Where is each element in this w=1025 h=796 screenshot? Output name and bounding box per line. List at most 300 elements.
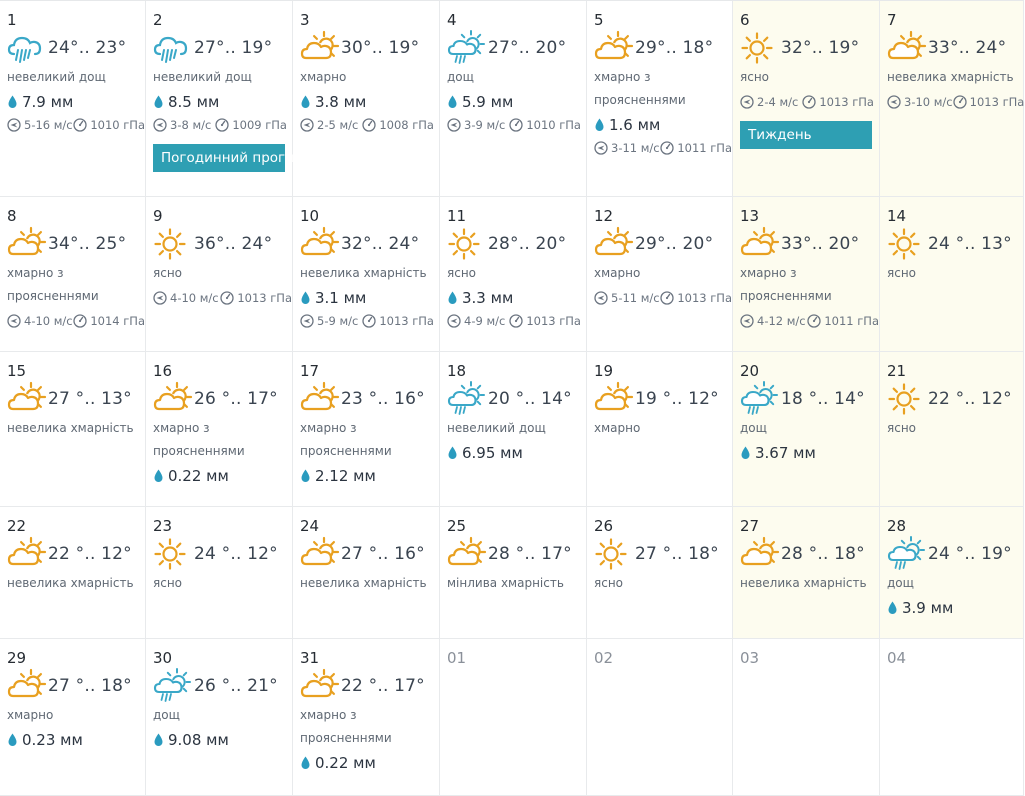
wind-direction-icon xyxy=(594,141,608,155)
wind-direction-icon xyxy=(740,95,754,109)
precipitation xyxy=(300,92,439,112)
pressure-gauge-icon xyxy=(509,314,523,328)
pressure-gauge-icon xyxy=(509,118,523,132)
rain-cloud-icon xyxy=(7,32,45,64)
day-cell[interactable] xyxy=(440,197,587,352)
pressure-gauge-icon xyxy=(73,314,87,328)
precipitation xyxy=(447,288,586,308)
temperature-row xyxy=(300,382,439,416)
temperature-row xyxy=(300,537,439,571)
precipitation-amount: 2.12 мм xyxy=(315,467,376,485)
day-cell[interactable] xyxy=(293,352,440,507)
wind-pressure-details xyxy=(153,116,292,134)
wind-speed: 3-11 м/с xyxy=(611,141,660,155)
precipitation xyxy=(594,115,732,135)
raindrop-icon xyxy=(447,95,458,109)
day-cell[interactable] xyxy=(733,1,880,197)
raindrop-icon xyxy=(7,95,18,109)
day-number: 23 xyxy=(153,517,173,535)
precipitation-amount: 1.6 мм xyxy=(609,116,661,134)
temperature-range: 19 °.. 12° xyxy=(635,389,719,409)
precipitation-amount: 5.9 мм xyxy=(462,93,514,111)
raindrop-icon xyxy=(447,446,458,460)
temperature-range: 27°.. 19° xyxy=(194,38,273,58)
temperature-range: 29°.. 20° xyxy=(635,234,714,254)
temperature-row xyxy=(153,669,292,703)
temperature-row xyxy=(740,31,879,65)
precipitation xyxy=(7,92,145,112)
temperature-range: 27 °.. 16° xyxy=(341,544,425,564)
day-number: 6 xyxy=(740,11,750,29)
day-cell[interactable] xyxy=(293,639,440,796)
sun-rain-icon xyxy=(740,383,778,415)
wind-direction-icon xyxy=(447,314,461,328)
temperature-row xyxy=(153,31,292,65)
day-number: 21 xyxy=(887,362,907,380)
day-number: 12 xyxy=(594,207,614,225)
weather-description: невеликий дощ xyxy=(153,70,252,84)
temperature-row xyxy=(887,227,1023,261)
partly-cloudy-icon xyxy=(887,32,925,64)
precipitation-amount: 8.5 мм xyxy=(168,93,220,111)
day-cell[interactable] xyxy=(880,507,1024,639)
temperature-row xyxy=(594,382,732,416)
temperature-row xyxy=(447,537,586,571)
day-cell[interactable] xyxy=(587,1,733,197)
weather-description: дощ xyxy=(153,708,180,722)
day-cell[interactable] xyxy=(440,639,587,796)
day-number: 29 xyxy=(7,649,27,667)
day-number: 04 xyxy=(887,649,907,667)
weather-description: невелика хмарність xyxy=(300,266,427,280)
temperature-row xyxy=(887,382,1023,416)
wind-speed: 5-16 м/с xyxy=(24,118,73,132)
pressure-gauge-icon xyxy=(215,118,229,132)
weather-description: дощ xyxy=(887,576,914,590)
weather-description: хмарно з проясненнями xyxy=(153,421,245,458)
temperature-range: 27 °.. 18° xyxy=(635,544,719,564)
temperature-row xyxy=(740,382,879,416)
partly-cloudy-icon xyxy=(740,538,778,570)
day-number: 7 xyxy=(887,11,897,29)
temperature-row xyxy=(447,31,586,65)
temperature-range: 22 °.. 12° xyxy=(928,389,1012,409)
precipitation xyxy=(887,598,1023,618)
sun-icon xyxy=(153,538,191,570)
weather-description: дощ xyxy=(740,421,767,435)
day-cell[interactable] xyxy=(587,639,733,796)
wind-pressure-details xyxy=(887,93,1023,111)
weather-description: невелика хмарність xyxy=(740,576,867,590)
pressure-value: 1011 гПа xyxy=(677,141,732,155)
day-number: 1 xyxy=(7,11,17,29)
pressure-gauge-icon xyxy=(73,118,87,132)
pressure-gauge-icon xyxy=(362,118,376,132)
precipitation xyxy=(300,753,439,773)
wind-speed: 4-9 м/с xyxy=(464,314,506,328)
partly-cloudy-icon xyxy=(594,383,632,415)
pressure-gauge-icon xyxy=(220,291,234,305)
sun-rain-icon xyxy=(887,538,925,570)
wind-speed: 4-12 м/с xyxy=(757,314,806,328)
weather-description: хмарно з проясненнями xyxy=(300,421,392,458)
temperature-row xyxy=(447,382,586,416)
weather-description: хмарно з проясненнями xyxy=(300,708,392,745)
pressure-gauge-icon xyxy=(362,314,376,328)
wind-direction-icon xyxy=(594,291,608,305)
partly-cloudy-icon xyxy=(7,383,45,415)
pressure-gauge-icon xyxy=(807,314,821,328)
temperature-range: 26 °.. 21° xyxy=(194,676,278,696)
day-cell[interactable] xyxy=(0,507,146,639)
temperature-range: 27 °.. 13° xyxy=(48,389,132,409)
wind-pressure-details xyxy=(447,116,586,134)
temperature-row xyxy=(7,669,145,703)
wind-pressure-details xyxy=(153,289,292,307)
day-cell[interactable] xyxy=(0,639,146,796)
weather-description: хмарно xyxy=(7,708,54,722)
precipitation xyxy=(447,92,586,112)
day-number: 24 xyxy=(300,517,320,535)
sun-icon xyxy=(740,32,778,64)
day-cell[interactable] xyxy=(880,352,1024,507)
weather-description: ясно xyxy=(447,266,477,280)
day-number: 2 xyxy=(153,11,163,29)
temperature-row xyxy=(740,227,879,261)
pressure-value: 1013 гПа xyxy=(379,314,434,328)
weather-description: дощ xyxy=(447,70,474,84)
wind-pressure-details xyxy=(447,312,586,330)
precipitation-amount: 3.9 мм xyxy=(902,599,954,617)
day-number: 28 xyxy=(887,517,907,535)
temperature-row xyxy=(153,227,292,261)
wind-speed: 3-8 м/с xyxy=(170,118,212,132)
wind-pressure-details xyxy=(7,312,145,330)
partly-cloudy-icon xyxy=(594,228,632,260)
weather-description: невеликий дощ xyxy=(7,70,106,84)
partly-cloudy-icon xyxy=(7,538,45,570)
temperature-range: 24 °.. 13° xyxy=(928,234,1012,254)
wind-pressure-details xyxy=(300,116,439,134)
wind-direction-icon xyxy=(447,118,461,132)
rain-cloud-icon xyxy=(153,32,191,64)
temperature-range: 28°.. 20° xyxy=(488,234,567,254)
wind-direction-icon xyxy=(300,118,314,132)
day-cell[interactable] xyxy=(587,507,733,639)
day-number: 10 xyxy=(300,207,320,225)
raindrop-icon xyxy=(153,733,164,747)
temperature-row xyxy=(594,537,732,571)
precipitation-amount: 3.1 мм xyxy=(315,289,367,307)
temperature-range: 24 °.. 19° xyxy=(928,544,1012,564)
wind-direction-icon xyxy=(887,95,901,109)
day-cell[interactable] xyxy=(440,1,587,197)
temperature-range: 28 °.. 17° xyxy=(488,544,572,564)
temperature-range: 27°.. 20° xyxy=(488,38,567,58)
weather-description: невелика хмарність xyxy=(7,421,134,435)
temperature-range: 26 °.. 17° xyxy=(194,389,278,409)
pressure-value: 1011 гПа xyxy=(824,314,879,328)
precipitation xyxy=(300,288,439,308)
day-number: 18 xyxy=(447,362,467,380)
wind-direction-icon xyxy=(7,118,21,132)
temperature-range: 23 °.. 16° xyxy=(341,389,425,409)
temperature-row xyxy=(153,537,292,571)
sun-rain-icon xyxy=(447,383,485,415)
temperature-row xyxy=(594,227,732,261)
temperature-range: 27 °.. 18° xyxy=(48,676,132,696)
temperature-range: 28 °.. 18° xyxy=(781,544,865,564)
temperature-row xyxy=(7,31,145,65)
pressure-value: 1010 гПа xyxy=(90,118,145,132)
partly-cloudy-icon xyxy=(300,538,338,570)
sun-icon xyxy=(153,228,191,260)
precipitation-amount: 7.9 мм xyxy=(22,93,74,111)
weather-description: ясно xyxy=(153,266,183,280)
precipitation-amount: 0.22 мм xyxy=(315,754,376,772)
weather-description: хмарно з проясненнями xyxy=(7,266,99,303)
temperature-row xyxy=(300,227,439,261)
partly-cloudy-icon xyxy=(153,383,191,415)
day-cell[interactable] xyxy=(587,197,733,352)
day-cell[interactable] xyxy=(146,352,293,507)
temperature-row xyxy=(887,31,1023,65)
pressure-value: 1013 гПа xyxy=(677,291,732,305)
weather-description: невеликий дощ xyxy=(447,421,546,435)
partly-cloudy-icon xyxy=(300,383,338,415)
temperature-row xyxy=(7,382,145,416)
weather-description: хмарно xyxy=(300,70,347,84)
weather-description: невелика хмарність xyxy=(887,70,1014,84)
day-cell[interactable] xyxy=(293,507,440,639)
wind-direction-icon xyxy=(7,314,21,328)
pressure-gauge-icon xyxy=(660,141,674,155)
wind-speed: 4-10 м/с xyxy=(170,291,219,305)
pressure-value: 1008 гПа xyxy=(379,118,434,132)
day-number: 8 xyxy=(7,207,17,225)
wind-direction-icon xyxy=(740,314,754,328)
day-cell[interactable] xyxy=(146,639,293,796)
wind-direction-icon xyxy=(300,314,314,328)
partly-cloudy-icon xyxy=(7,228,45,260)
day-number: 22 xyxy=(7,517,27,535)
partly-cloudy-icon xyxy=(447,538,485,570)
pressure-value: 1009 гПа xyxy=(232,118,287,132)
day-cell[interactable] xyxy=(293,1,440,197)
sun-icon xyxy=(887,228,925,260)
pressure-gauge-icon xyxy=(660,291,674,305)
temperature-range: 30°.. 19° xyxy=(341,38,420,58)
day-cell[interactable] xyxy=(293,197,440,352)
pressure-value: 1014 гПа xyxy=(90,314,145,328)
precipitation-amount: 9.08 мм xyxy=(168,731,229,749)
weather-description: хмарно з проясненнями xyxy=(594,70,686,107)
raindrop-icon xyxy=(447,291,458,305)
raindrop-icon xyxy=(300,756,311,770)
day-number: 17 xyxy=(300,362,320,380)
precipitation-amount: 3.8 мм xyxy=(315,93,367,111)
day-number: 4 xyxy=(447,11,457,29)
wind-pressure-details xyxy=(740,312,879,330)
day-number: 9 xyxy=(153,207,163,225)
temperature-row xyxy=(887,537,1023,571)
day-cell[interactable] xyxy=(880,639,1024,796)
day-number: 30 xyxy=(153,649,173,667)
raindrop-icon xyxy=(740,446,751,460)
precipitation xyxy=(153,730,292,750)
sun-icon xyxy=(594,538,632,570)
temperature-row xyxy=(300,669,439,703)
partly-cloudy-icon xyxy=(7,670,45,702)
pressure-value: 1013 гПа xyxy=(526,314,581,328)
pressure-gauge-icon xyxy=(802,95,816,109)
precipitation xyxy=(300,466,439,486)
day-number: 19 xyxy=(594,362,614,380)
wind-speed: 5-11 м/с xyxy=(611,291,660,305)
temperature-row xyxy=(7,537,145,571)
wind-pressure-details xyxy=(300,312,439,330)
sun-icon xyxy=(887,383,925,415)
temperature-row xyxy=(594,31,732,65)
wind-speed: 2-4 м/с xyxy=(757,95,799,109)
partly-cloudy-icon xyxy=(594,32,632,64)
day-number: 20 xyxy=(740,362,760,380)
precipitation xyxy=(7,730,145,750)
day-cell[interactable] xyxy=(733,352,880,507)
day-cell[interactable] xyxy=(733,639,880,796)
precipitation xyxy=(447,443,586,463)
wind-pressure-details xyxy=(594,289,732,307)
weather-description: ясно xyxy=(740,70,770,84)
wind-speed: 3-9 м/с xyxy=(464,118,506,132)
sun-rain-icon xyxy=(447,32,485,64)
day-number: 5 xyxy=(594,11,604,29)
weather-description: хмарно з проясненнями xyxy=(740,266,832,303)
raindrop-icon xyxy=(300,95,311,109)
day-number: 03 xyxy=(740,649,760,667)
raindrop-icon xyxy=(594,118,605,132)
day-cell[interactable] xyxy=(146,197,293,352)
weather-description: хмарно xyxy=(594,421,641,435)
day-cell[interactable] xyxy=(146,1,310,197)
day-cell[interactable] xyxy=(587,352,733,507)
raindrop-icon xyxy=(300,469,311,483)
day-number: 13 xyxy=(740,207,760,225)
day-number: 14 xyxy=(887,207,907,225)
precipitation-amount: 0.23 мм xyxy=(22,731,83,749)
wind-speed: 3-10 м/с xyxy=(904,95,953,109)
sun-icon xyxy=(447,228,485,260)
weather-description: хмарно xyxy=(594,266,641,280)
day-cell[interactable] xyxy=(733,507,880,639)
wind-pressure-details xyxy=(594,139,732,157)
pressure-gauge-icon xyxy=(953,95,967,109)
temperature-row xyxy=(7,227,145,261)
partly-cloudy-icon xyxy=(300,32,338,64)
raindrop-icon xyxy=(300,291,311,305)
temperature-range: 20 °.. 14° xyxy=(488,389,572,409)
raindrop-icon xyxy=(887,601,898,615)
wind-speed: 4-10 м/с xyxy=(24,314,73,328)
day-number: 25 xyxy=(447,517,467,535)
temperature-range: 34°.. 25° xyxy=(48,234,127,254)
pressure-value: 1013 гПа xyxy=(969,95,1025,109)
sun-rain-icon xyxy=(153,670,191,702)
partly-cloudy-icon xyxy=(740,228,778,260)
temperature-range: 36°.. 24° xyxy=(194,234,273,254)
day-cell[interactable] xyxy=(0,1,146,197)
temperature-row xyxy=(153,382,292,416)
temperature-range: 29°.. 18° xyxy=(635,38,714,58)
pressure-value: 1013 гПа xyxy=(819,95,874,109)
day-number: 02 xyxy=(594,649,614,667)
day-cell[interactable] xyxy=(440,507,587,639)
temperature-range: 32°.. 24° xyxy=(341,234,420,254)
weather-description: мінлива хмарність xyxy=(447,576,564,590)
day-cell[interactable] xyxy=(733,197,880,352)
day-number: 16 xyxy=(153,362,173,380)
day-cell[interactable] xyxy=(880,1,1024,197)
raindrop-icon xyxy=(153,95,164,109)
day-number: 15 xyxy=(7,362,27,380)
temperature-range: 22 °.. 12° xyxy=(48,544,132,564)
weather-description: ясно xyxy=(887,266,917,280)
day-number: 11 xyxy=(447,207,467,225)
temperature-row xyxy=(740,537,879,571)
day-cell[interactable] xyxy=(880,197,1024,352)
temperature-range: 33°.. 20° xyxy=(781,234,860,254)
weather-description: ясно xyxy=(887,421,917,435)
precipitation xyxy=(740,443,879,463)
wind-pressure-details xyxy=(740,93,879,111)
pressure-value: 1010 гПа xyxy=(526,118,581,132)
partly-cloudy-icon xyxy=(300,670,338,702)
wind-pressure-details xyxy=(7,116,145,134)
day-cell[interactable] xyxy=(146,507,293,639)
day-cell[interactable] xyxy=(0,197,146,352)
precipitation-amount: 0.22 мм xyxy=(168,467,229,485)
week-forecast-button[interactable]: Тиждень xyxy=(740,121,872,149)
pressure-value: 1013 гПа xyxy=(237,291,292,305)
raindrop-icon xyxy=(153,469,164,483)
day-cell[interactable] xyxy=(440,352,587,507)
precipitation xyxy=(153,92,292,112)
wind-direction-icon xyxy=(153,118,167,132)
day-number: 31 xyxy=(300,649,320,667)
temperature-range: 18 °.. 14° xyxy=(781,389,865,409)
day-number: 27 xyxy=(740,517,760,535)
precipitation xyxy=(153,466,292,486)
day-number: 26 xyxy=(594,517,614,535)
temperature-row xyxy=(447,227,586,261)
day-number: 3 xyxy=(300,11,310,29)
day-number: 01 xyxy=(447,649,467,667)
wind-direction-icon xyxy=(153,291,167,305)
temperature-range: 24°.. 23° xyxy=(48,38,127,58)
raindrop-icon xyxy=(7,733,18,747)
temperature-row xyxy=(300,31,439,65)
weather-description: невелика хмарність xyxy=(300,576,427,590)
temperature-range: 33°.. 24° xyxy=(928,38,1007,58)
precipitation-amount: 3.67 мм xyxy=(755,444,816,462)
weather-description: ясно xyxy=(594,576,624,590)
weather-description: невелика хмарність xyxy=(7,576,134,590)
hourly-forecast-button[interactable]: Погодинний прогноз xyxy=(153,144,285,172)
weather-description: ясно xyxy=(153,576,183,590)
day-cell[interactable] xyxy=(0,352,146,507)
temperature-range: 32°.. 19° xyxy=(781,38,860,58)
temperature-range: 24 °.. 12° xyxy=(194,544,278,564)
